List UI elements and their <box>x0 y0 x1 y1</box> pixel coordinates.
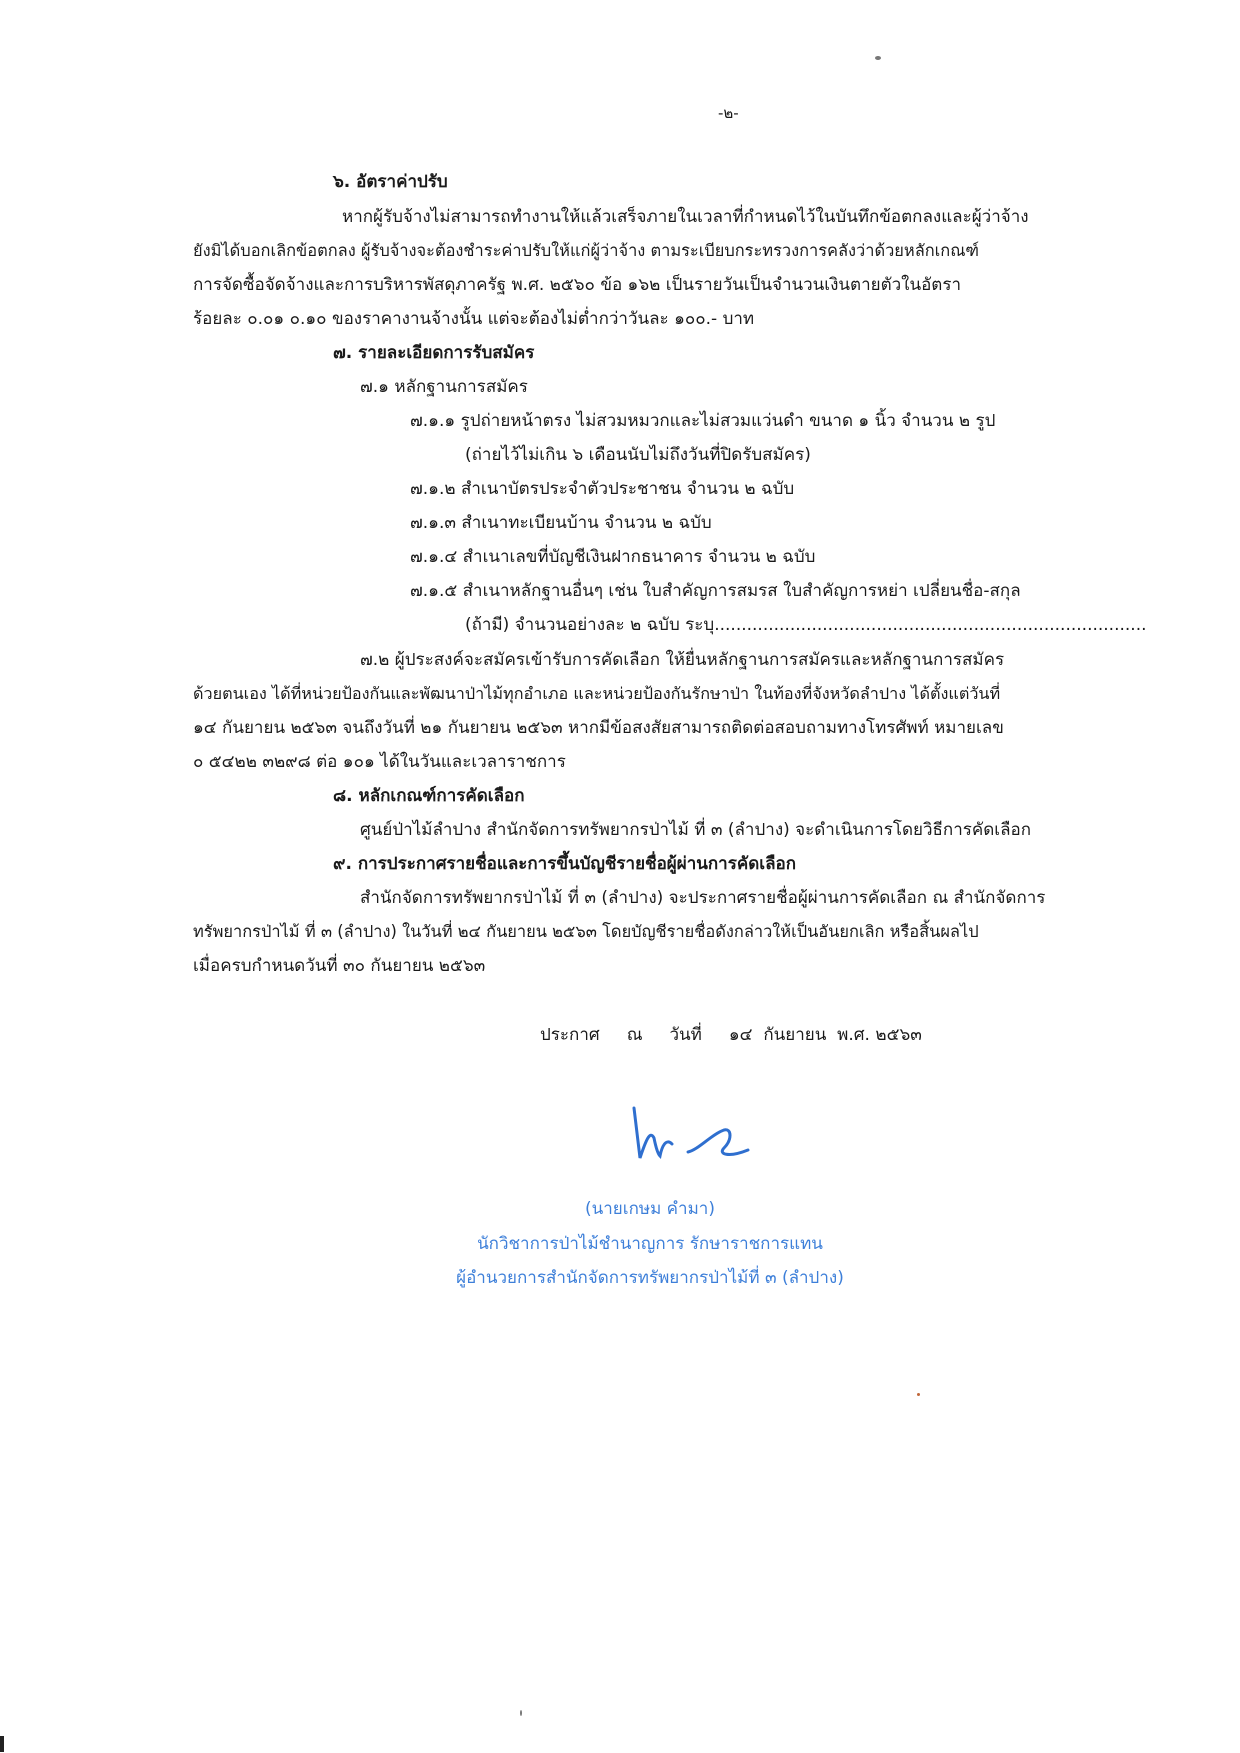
handwritten-signature <box>628 1100 758 1170</box>
item-7-1-1: ๗.๑.๑ รูปถ่ายหน้าตรง ไม่สวมหมวกและไม่สวมแว่นดำ ขนาด ๑ นิ้ว จำนวน ๒ รูป <box>410 411 996 431</box>
section-6-line-4: ร้อยละ ๐.๐๑ ๐.๑๐ ของราคางานจ้างนั้น แต่จะต้องไม่ต่ำกว่าวันละ ๑๐๐.- บาท <box>193 309 755 329</box>
scan-speck <box>917 1393 920 1396</box>
section-9-line-2: ทรัพยากรป่าไม้ ที่ ๓ (ลำปาง) ในวันที่ ๒๔ กันยายน ๒๕๖๓ โดยบัญชีรายชื่อดังกล่าวให้เป็นอันยกเลิก หรือสิ้นผลไป <box>193 922 979 941</box>
item-7-1-1-note: (ถ่ายไว้ไม่เกิน ๖ เดือนนับไม่ถึงวันที่ปิดรับสมัคร) <box>465 445 811 465</box>
section-7-2-line-1: ๗.๒ ผู้ประสงค์จะสมัครเข้ารับการคัดเลือก ให้ยื่นหลักฐานการสมัครและหลักฐานการสมัคร <box>360 650 1005 670</box>
scan-speck <box>875 56 881 60</box>
section-6-heading: ๖. อัตราค่าปรับ <box>333 172 448 192</box>
section-9-heading: ๙. การประกาศรายชื่อและการขึ้นบัญชีรายชื่อผู้ผ่านการคัดเลือก <box>333 854 796 874</box>
section-6-line-3: การจัดซื้อจัดจ้างและการบริหารพัสดุภาครัฐ พ.ศ. ๒๕๖๐ ข้อ ๑๖๒ เป็นรายวันเป็นจำนวนเงินตายตัวในอัตรา <box>193 275 962 295</box>
page-number: -๒- <box>718 104 739 122</box>
item-7-1-4: ๗.๑.๔ สำเนาเลขที่บัญชีเงินฝากธนาคาร จำนวน ๒ ฉบับ <box>410 547 816 567</box>
section-9-line-1: สำนักจัดการทรัพยากรป่าไม้ ที่ ๓ (ลำปาง) จะประกาศรายชื่อผู้ผ่านการคัดเลือก ณ สำนักจัดการ <box>360 888 1046 908</box>
section-8-heading: ๘. หลักเกณฑ์การคัดเลือก <box>333 786 525 806</box>
signatory-position-1: นักวิชาการป่าไม้ชำนาญการ รักษาราชการแทน <box>477 1234 823 1254</box>
section-7-1-heading: ๗.๑ หลักฐานการสมัคร <box>360 377 528 397</box>
section-7-2-line-2: ด้วยตนเอง ได้ที่หน่วยป้องกันและพัฒนาป่าไม้ทุกอำเภอ และหน่วยป้องกันรักษาป่า ในท้องที่จังหวัดลำปาง ได้ตั้งแต่วันที่ <box>193 684 1001 703</box>
section-9-line-3: เมื่อครบกำหนดวันที่ ๓๐ กันยายน ๒๕๖๓ <box>193 956 486 976</box>
item-7-1-5-note: (ถ้ามี) จำนวนอย่างละ ๒ ฉบับ ระบุ................................................................................ <box>465 615 1147 635</box>
scan-edge-mark <box>0 1736 4 1752</box>
section-8-line: ศูนย์ป่าไม้ลำปาง สำนักจัดการทรัพยากรป่าไม้ ที่ ๓ (ลำปาง) จะดำเนินการโดยวิธีการคัดเลือก <box>360 820 1032 840</box>
signatory-name: (นายเกษม คำมา) <box>585 1199 715 1219</box>
section-6-line-1: หากผู้รับจ้างไม่สามารถทำงานให้แล้วเสร็จภายในเวลาที่กำหนดไว้ในบันทึกข้อตกลงและผู้ว่าจ้าง <box>342 207 1029 227</box>
section-7-heading: ๗. รายละเอียดการรับสมัคร <box>333 343 535 363</box>
section-6-line-2: ยังมิได้บอกเลิกข้อตกลง ผู้รับจ้างจะต้องชำระค่าปรับให้แก่ผู้ว่าจ้าง ตามระเบียบกระทรวงการคลังว่าด้วยหลักเกณฑ์ <box>193 241 980 260</box>
scan-speck <box>520 1710 522 1716</box>
item-7-1-5: ๗.๑.๕ สำเนาหลักฐานอื่นๆ เช่น ใบสำคัญการสมรส ใบสำคัญการหย่า เปลี่ยนชื่อ-สกุล <box>410 581 1021 601</box>
section-7-2-line-3: ๑๔ กันยายน ๒๕๖๓ จนถึงวันที่ ๒๑ กันยายน ๒๕๖๓ หากมีข้อสงสัยสามารถติดต่อสอบถามทางโทรศัพท์ หมายเลข <box>193 718 1004 738</box>
section-7-2-line-4: ๐ ๕๔๒๒ ๓๒๙๘ ต่อ ๑๐๑ ได้ในวันและเวลาราชการ <box>193 752 566 772</box>
announcement-date: ประกาศ ณ วันที่ ๑๔ กันยายน พ.ศ. ๒๕๖๓ <box>540 1025 922 1045</box>
signatory-position-2: ผู้อำนวยการสำนักจัดการทรัพยากรป่าไม้ที่ ๓ (ลำปาง) <box>456 1268 844 1288</box>
item-7-1-2: ๗.๑.๒ สำเนาบัตรประจำตัวประชาชน จำนวน ๒ ฉบับ <box>410 479 795 499</box>
item-7-1-3: ๗.๑.๓ สำเนาทะเบียนบ้าน จำนวน ๒ ฉบับ <box>410 513 712 533</box>
